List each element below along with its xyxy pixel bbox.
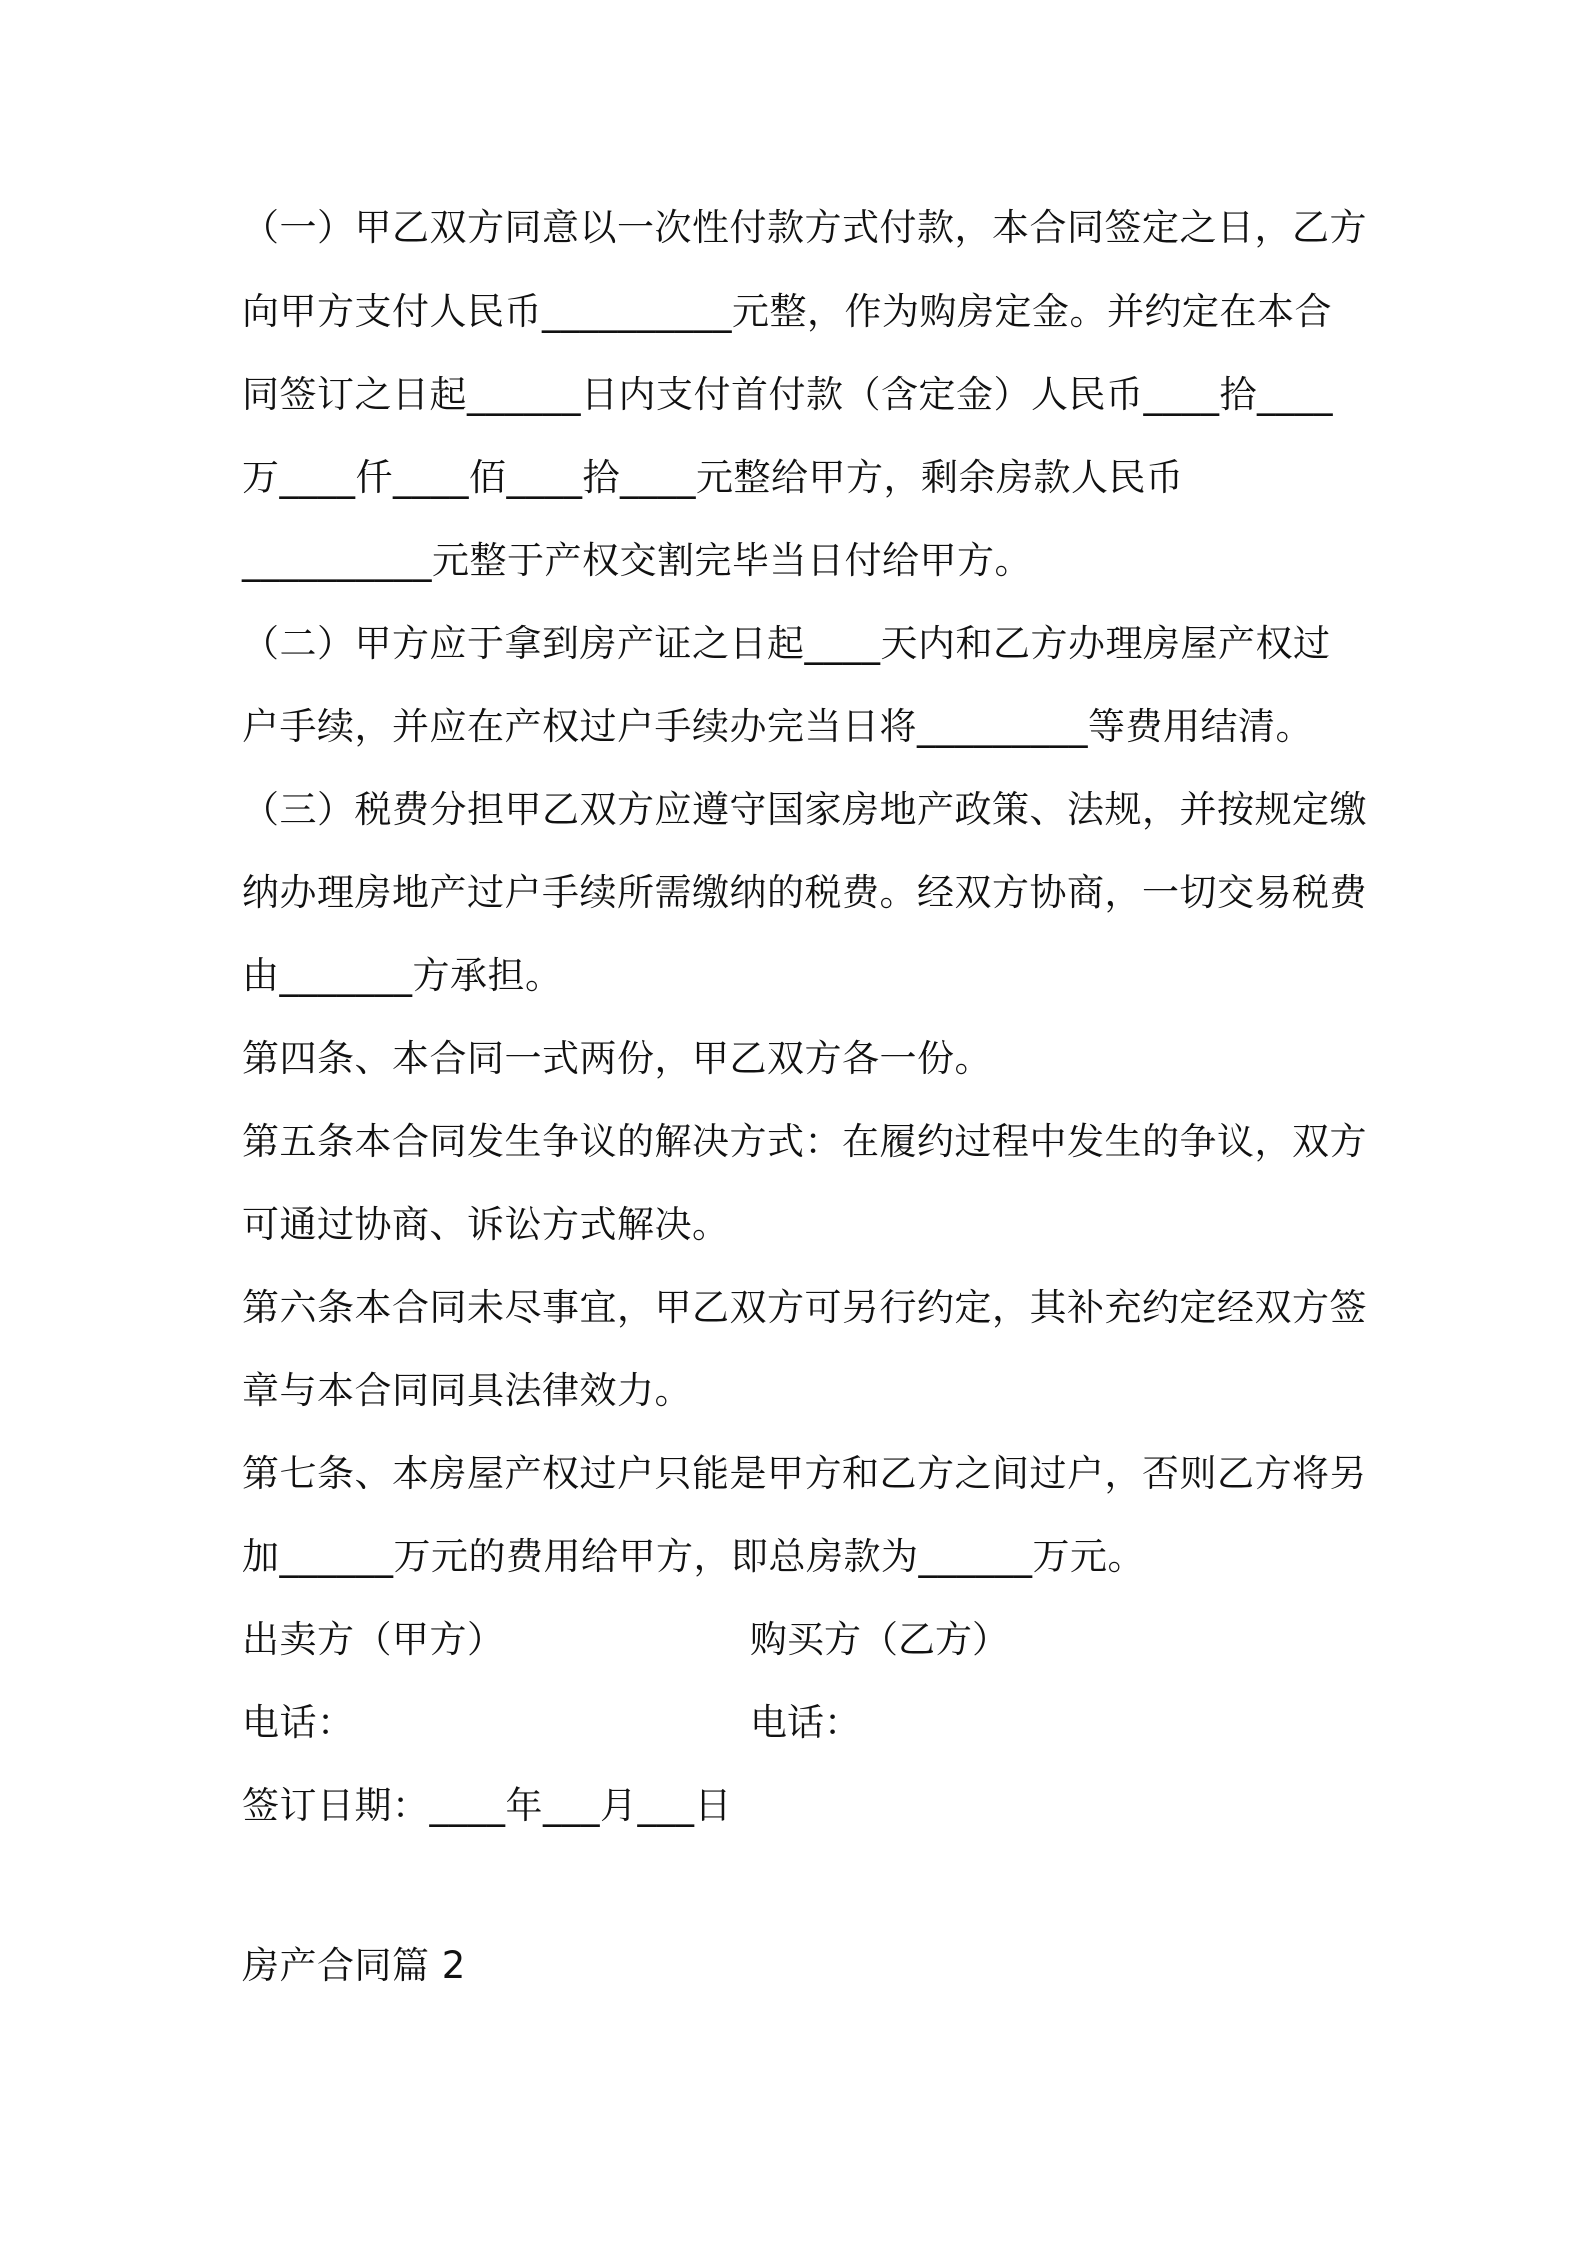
clause-3-line-1: （三）税费分担甲乙双方应遵守国家房地产政策、法规，并按规定缴 (242, 788, 1367, 831)
article-7-line-2: 加______万元的费用给甲方，即总房款为______万元。 (242, 1535, 1145, 1578)
clause-1-line-4: 万____仟____佰____拾____元整给甲方，剩余房款人民币 (242, 456, 1184, 499)
sign-date: 签订日期：____年___月___日 (242, 1784, 732, 1827)
buyer-phone-label: 电话： (750, 1701, 861, 1744)
article-7-line-1: 第七条、本房屋产权过户只能是甲方和乙方之间过户，否则乙方将另 (242, 1452, 1367, 1495)
clause-1-line-3: 同签订之日起______日内支付首付款（含定金）人民币____拾____ (242, 373, 1333, 416)
article-5-line-1: 第五条本合同发生争议的解决方式：在履约过程中发生的争议，双方 (242, 1120, 1367, 1163)
clause-3-line-3: 由_______方承担。 (242, 954, 563, 997)
clause-1-line-1: （一）甲乙双方同意以一次性付款方式付款，本合同签定之日，乙方 (242, 206, 1367, 249)
clause-2-line-1: （二）甲方应于拿到房产证之日起____天内和乙方办理房屋产权过 (242, 622, 1331, 665)
seller-label: 出卖方（甲方） (242, 1618, 505, 1661)
article-6-line-2: 章与本合同同具法律效力。 (242, 1369, 692, 1412)
article-6-line-1: 第六条本合同未尽事宜，甲乙双方可另行约定，其补充约定经双方签 (242, 1286, 1367, 1329)
article-4: 第四条、本合同一式两份，甲乙双方各一份。 (242, 1037, 992, 1080)
clause-3-line-2: 纳办理房地产过户手续所需缴纳的税费。经双方协商，一切交易税费 (242, 871, 1367, 914)
buyer-label: 购买方（乙方） (750, 1618, 1009, 1661)
next-section-title: 房产合同篇 2 (242, 1944, 466, 1987)
clause-2-line-2: 户手续，并应在产权过户手续办完当日将_________等费用结清。 (242, 705, 1313, 748)
article-5-line-2: 可通过协商、诉讼方式解决。 (242, 1203, 730, 1246)
clause-1-line-2: 向甲方支付人民币__________元整，作为购房定金。并约定在本合 (242, 290, 1332, 333)
clause-1-line-5: __________元整于产权交割完毕当日付给甲方。 (242, 539, 1032, 582)
seller-phone-label: 电话： (242, 1701, 355, 1744)
